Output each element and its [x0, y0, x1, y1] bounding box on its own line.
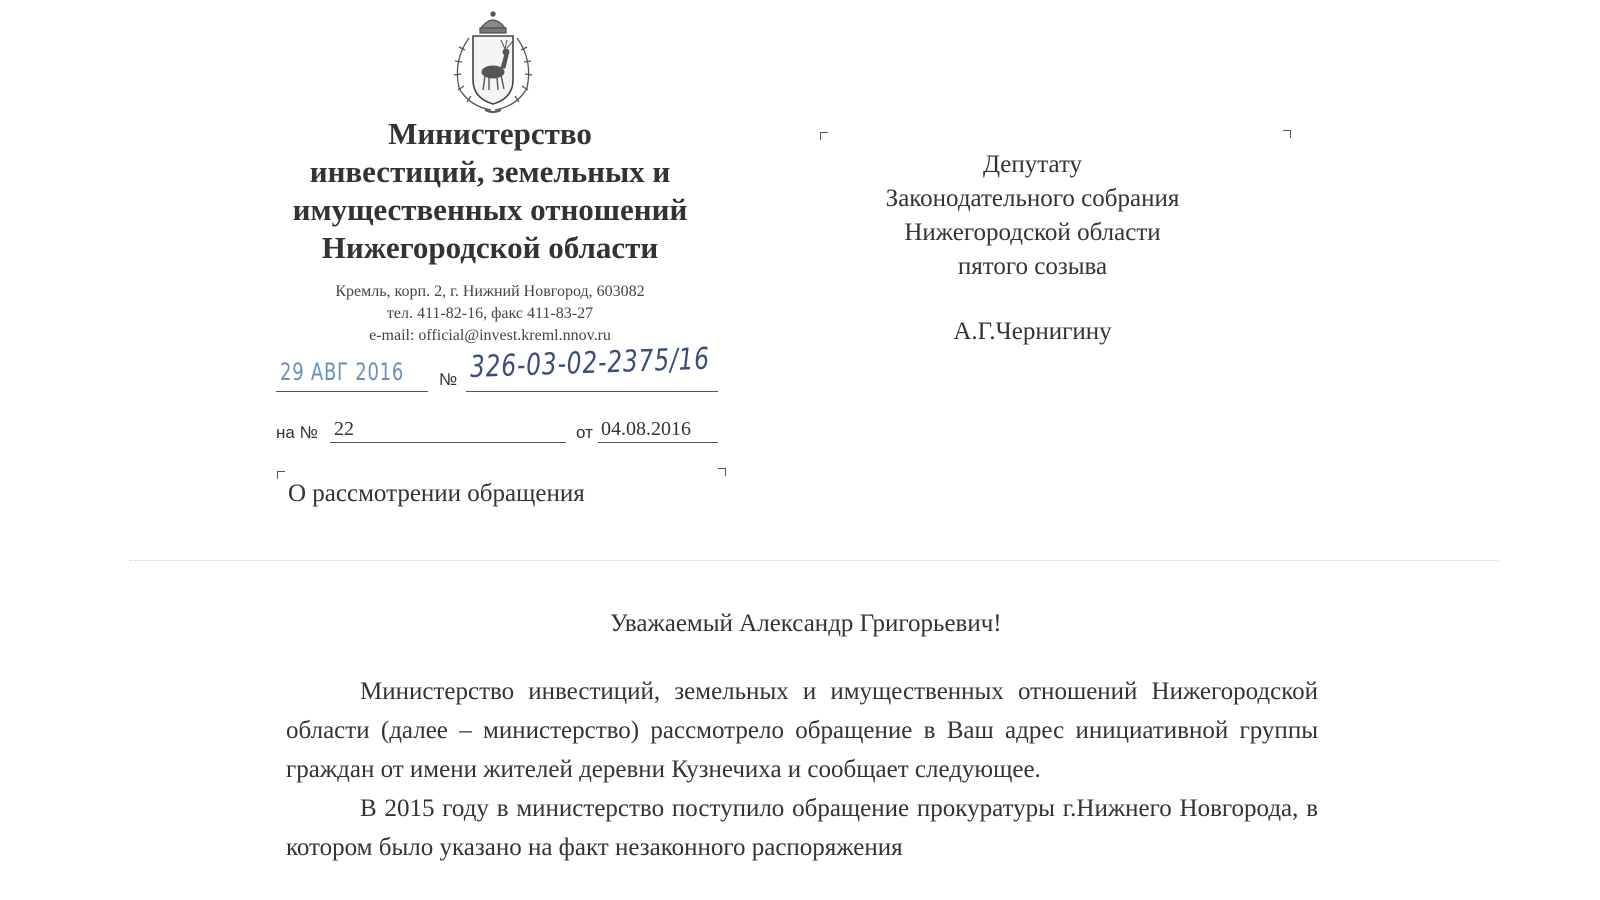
- subject-corner-right-mark: [718, 468, 726, 476]
- addressee-block: [855, 148, 1210, 349]
- sender-line: инвестиций, земельных и: [309, 154, 671, 189]
- reference-date-label: от: [576, 423, 593, 442]
- sender-phone: тел. 411-82-16, факс 411-83-27: [386, 305, 594, 322]
- registration-date-stamp: 29 АВГ 2016: [280, 358, 405, 386]
- registration-number: 326-03-02-2375/16: [469, 341, 711, 385]
- sender-email: e-mail: official@invest.kreml.nnov.ru: [369, 327, 611, 344]
- body-paragraph: В 2015 году в министерство поступило обращение прокуратуры г.Нижнего Новгорода, в котором было указано на факт незаконного распоряжения: [286, 795, 1318, 861]
- letter-subject: О рассмотрении обращения: [288, 480, 585, 507]
- sender-line: Министерство: [388, 116, 592, 151]
- registration-number-underline: [466, 391, 718, 392]
- registration-date-underline: [276, 391, 428, 392]
- sender-contacts: [260, 281, 720, 347]
- nizhny-novgorod-coat-of-arms-icon: [443, 10, 543, 116]
- subject-corner-left-mark: [277, 471, 285, 479]
- addressee-line: пятого созыва: [957, 253, 1108, 280]
- reference-number: 22: [334, 418, 354, 440]
- sender-line: имущественных отношений: [292, 192, 688, 227]
- registration-number-label: №: [439, 370, 458, 389]
- sender-line: Нижегородской области: [321, 230, 659, 265]
- sender-name: [260, 115, 720, 267]
- salutation: Уважаемый Александр Григорьевич!: [610, 610, 1002, 637]
- sender-address: Кремль, корп. 2, г. Нижний Новгород, 603082: [335, 283, 645, 300]
- addressee-line: Законодательного собрания: [885, 185, 1180, 212]
- reference-date: 04.08.2016: [601, 418, 691, 440]
- letter-body: [286, 672, 1318, 867]
- addressee-corner-left-mark: [820, 132, 828, 140]
- reference-number-label: на №: [276, 423, 318, 442]
- scan-artifact-line: [130, 560, 1500, 561]
- addressee-corner-right-mark: [1283, 130, 1291, 138]
- reference-number-underline: [330, 442, 566, 443]
- addressee-line: Депутату: [982, 151, 1083, 178]
- addressee-name: А.Г.Чернигину: [953, 318, 1112, 345]
- reference-date-underline: [598, 442, 718, 443]
- addressee-line: Нижегородской области: [904, 219, 1161, 246]
- body-paragraph: Министерство инвестиций, земельных и имущественных отношений Нижегородской области (далее – министерство) рассмотрело обращение в Ваш адрес инициативной группы граждан от имени жителей деревни Кузнечиха и сообщает следующее.: [286, 678, 1318, 783]
